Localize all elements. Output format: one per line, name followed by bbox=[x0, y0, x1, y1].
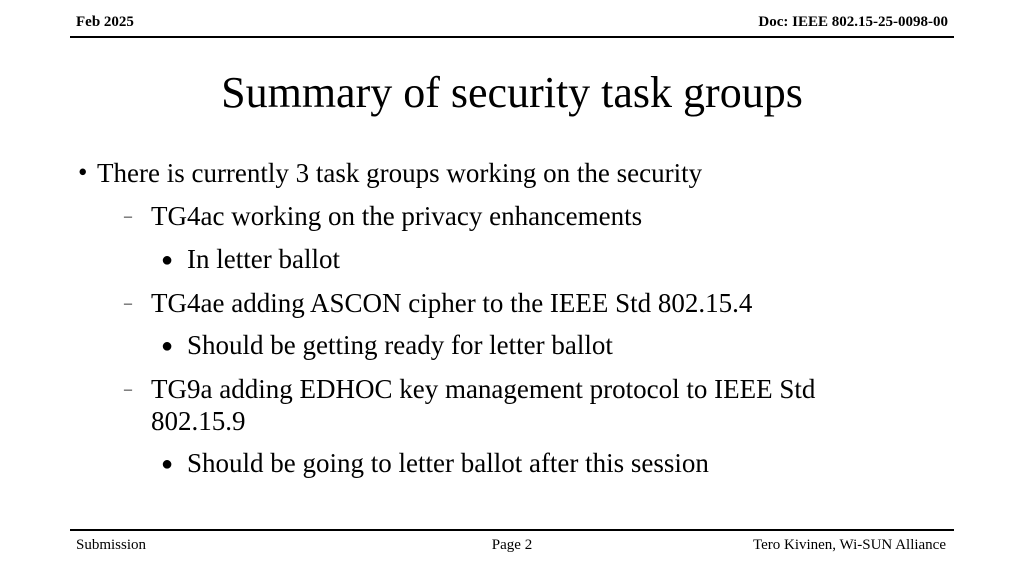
dash-marker: – bbox=[124, 295, 132, 312]
bullet-main: There is currently 3 task groups working on the security bbox=[97, 158, 703, 188]
header-date: Feb 2025 bbox=[76, 14, 134, 30]
bullet-tg9a-status: Should be going to letter ballot after this session bbox=[187, 448, 709, 478]
footer-author: Tero Kivinen, Wi-SUN Alliance bbox=[752, 537, 946, 553]
dot-marker: ● bbox=[161, 453, 174, 475]
header-doc-id: Doc: IEEE 802.15-25-0098-00 bbox=[758, 14, 948, 30]
bullet-tg4ac: TG4ac working on the privacy enhancements bbox=[151, 201, 643, 231]
dot-marker: ● bbox=[161, 335, 174, 357]
dot-marker: ● bbox=[161, 249, 174, 271]
bullet-tg9a-line1: TG9a adding EDHOC key management protocol to IEEE Std bbox=[151, 374, 816, 404]
bullet-tg4ae: TG4ae adding ASCON cipher to the IEEE Std 802.15.4 bbox=[151, 288, 753, 318]
slide-title: Summary of security task groups bbox=[221, 68, 803, 117]
header-divider bbox=[70, 36, 954, 38]
dash-marker: – bbox=[124, 208, 132, 225]
bullet-tg4ac-status: In letter ballot bbox=[187, 244, 340, 274]
bullet-tg4ae-status: Should be getting ready for letter ballot bbox=[187, 330, 613, 360]
footer-page-number: Page 2 bbox=[491, 537, 533, 553]
footer-divider bbox=[70, 529, 954, 531]
footer-submission: Submission bbox=[76, 537, 147, 553]
bullet-tg9a-line2: 802.15.9 bbox=[151, 406, 246, 436]
bullet-marker: • bbox=[78, 157, 88, 187]
dash-marker: – bbox=[124, 381, 132, 398]
